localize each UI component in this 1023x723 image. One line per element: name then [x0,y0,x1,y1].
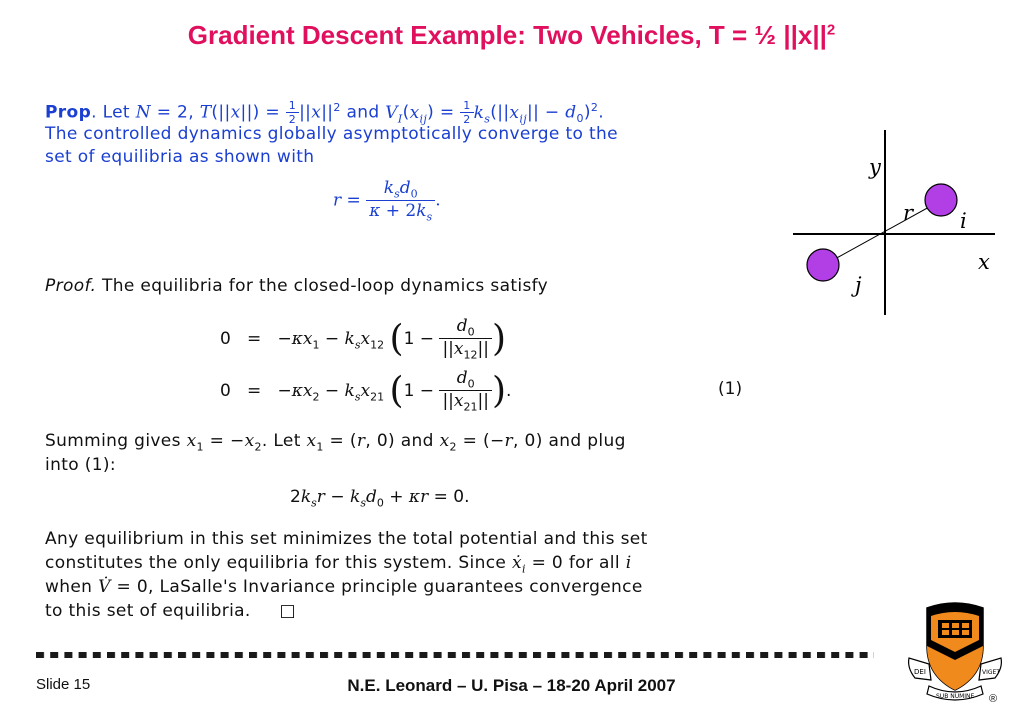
vehicle-j [807,249,839,281]
final-line-3: when V̇ = 0, LaSalle's Invariance principle guarantees convergence [45,577,643,597]
summing-line-2: into (1): [45,455,116,475]
prop-line-3: set of equilibria as shown with [45,147,315,167]
equation-sum: $2k_sr - k_sd_0 + \kappa r = 0$. [290,487,470,510]
proof-heading: Proof. [45,276,97,296]
prop-heading: Prop [45,102,92,123]
vehicle-i [925,184,957,216]
final-line-2: constitutes the only equilibria for this system. Since ẋ$_i$ = 0 for all i [45,553,632,576]
r-equation: r = $\frac{k_sd_0}{\kappa + 2k_s}$ . [333,178,441,224]
slide-title: Gradient Descent Example: Two Vehicles, T = ½ $||x||^2$ [187,20,836,50]
final-line-4: to this set of equilibria. □ [45,601,296,621]
footer-credit: N.E. Leonard – U. Pisa – 18-20 April 2007 [347,676,676,695]
axis-label-y: y [869,155,881,179]
equation-row-2: $0 = -\kappa x_2 - k_sx_{21}$ (1 − $\frac{d_0}{||x_{21}||}$ ). [220,368,512,414]
label-j: j [855,273,862,297]
motto-right: VIGET [982,669,1000,676]
prop-line-1: Prop. Let N = 2, T(||x||) = $\frac{1}{2}$ $||x||^2$ and $V_I(x_{ij})$ = $\frac{1}{2}$ $k_s(||x_{ij}|| - d_0)^2$. [45,99,604,126]
equation-row-1: $0 = -\kappa x_1 - k_sx_{12}$ (1 − $\frac{d_0}{||x_{12}||}$ ) [220,316,507,362]
vehicle-diagram [785,130,1000,320]
registered-mark: ® [989,693,998,705]
motto-left: DEI [914,668,926,676]
slide-number: Slide 15 [36,676,91,693]
summing-line-1: Summing gives $x_1 = -x_2$. Let $x_1 = (r$, 0) and $x_2 = (-r$, 0) and plug [45,431,626,454]
label-i: i [960,209,967,233]
prop-line-2: The controlled dynamics globally asymptotically converge to the [45,124,618,144]
label-r: r [903,201,914,225]
proof-line: Proof. The equilibria for the closed-loop dynamics satisfy [45,276,549,296]
footer-separator [36,651,874,659]
axis-label-x: x [978,250,990,274]
final-line-1: Any equilibrium in this set minimizes the total potential and this set [45,529,648,549]
motto-bottom: SUB NUMINE [936,693,975,700]
qed-symbol: □ [279,601,296,621]
equation-number: (1) [718,379,743,399]
